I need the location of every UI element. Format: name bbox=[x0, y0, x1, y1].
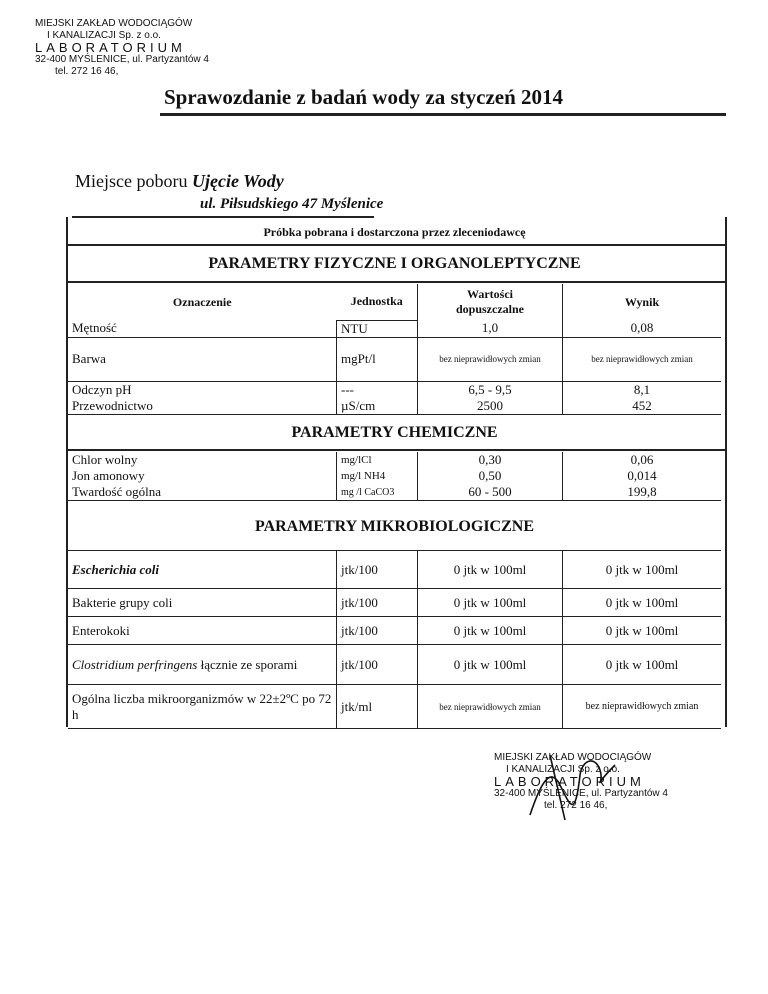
param-limit: 0 jtk w 100ml bbox=[418, 617, 563, 645]
param-name-rest: łącznie ze sporami bbox=[200, 656, 298, 672]
frame-rule bbox=[66, 449, 725, 451]
table-row bbox=[68, 468, 721, 484]
table-row bbox=[68, 398, 721, 415]
param-result: 0,06 bbox=[563, 452, 722, 468]
table-row bbox=[68, 685, 721, 729]
param-name-italic: Clostridium perfringens bbox=[72, 656, 198, 672]
param-unit: jtk/100 bbox=[337, 617, 418, 645]
param-limit: 2500 bbox=[418, 398, 563, 415]
col-limit-header-1: Wartości bbox=[467, 287, 513, 301]
sampling-label: Miejsce poboru bbox=[75, 171, 188, 191]
param-unit: jtk/100 bbox=[337, 589, 418, 617]
table-row bbox=[68, 337, 721, 381]
stamp-line-3: LABORATORIUM bbox=[494, 774, 645, 789]
param-unit: mgPt/l bbox=[337, 337, 418, 381]
table-row bbox=[68, 381, 721, 398]
param-limit: 0,30 bbox=[418, 452, 563, 468]
param-result: 452 bbox=[563, 398, 722, 415]
col-limit-header-2: dopuszczalne bbox=[455, 302, 524, 316]
param-unit: jtk/100 bbox=[337, 645, 418, 685]
frame-rule bbox=[66, 281, 725, 283]
section-chem-heading: PARAMETRY CHEMICZNE bbox=[291, 424, 498, 441]
phys-table bbox=[68, 284, 721, 415]
table-row bbox=[68, 484, 721, 501]
param-name: Escherichia coli bbox=[68, 551, 337, 589]
param-name: Bakterie grupy coli bbox=[68, 589, 337, 617]
param-name: Odczyn pH bbox=[72, 381, 132, 397]
table-row bbox=[68, 320, 721, 337]
sampling-place bbox=[75, 171, 284, 192]
param-result: 0 jtk w 100ml bbox=[563, 589, 722, 617]
header-line-5: tel. 272 16 46, bbox=[55, 66, 119, 77]
frame-rule bbox=[66, 244, 725, 246]
param-unit: NTU bbox=[337, 320, 418, 337]
stamp-line-5: tel. 272 16 46, bbox=[544, 800, 608, 811]
lab-header-stamp bbox=[35, 18, 209, 78]
param-limit: 0,50 bbox=[418, 468, 563, 484]
param-limit: bez nieprawidłowych zmian bbox=[418, 685, 563, 729]
table-row bbox=[68, 617, 721, 645]
micro-table bbox=[68, 550, 721, 729]
param-name: Ogólna liczba mikroorganizmów w 22±2ºC po 72 h bbox=[68, 685, 337, 729]
header-line-1: MIEJSKI ZAKŁAD WODOCIĄGÓW bbox=[35, 18, 193, 29]
param-name: Twardość ogólna bbox=[68, 484, 337, 501]
col-result-header: Wynik bbox=[563, 284, 722, 320]
param-limit: 0 jtk w 100ml bbox=[418, 551, 563, 589]
param-name: Chlor wolny bbox=[72, 452, 138, 467]
stamp-line-1: MIEJSKI ZAKŁAD WODOCIĄGÓW bbox=[494, 752, 652, 763]
section-micro-heading: PARAMETRY MIKROBIOLOGICZNE bbox=[254, 518, 534, 535]
param-limit: 0 jtk w 100ml bbox=[418, 645, 563, 685]
param-result: 0,08 bbox=[563, 320, 722, 337]
param-unit: µS/cm bbox=[337, 398, 418, 415]
param-unit: jtk/100 bbox=[337, 551, 418, 589]
param-name: Przewodnictwo bbox=[68, 398, 337, 415]
param-unit: mg/l NH4 bbox=[337, 468, 418, 484]
signature bbox=[520, 745, 630, 825]
param-limit: 0 jtk w 100ml bbox=[418, 589, 563, 617]
param-limit: bez nieprawidłowych zmian bbox=[418, 337, 563, 381]
param-unit: --- bbox=[337, 381, 418, 398]
param-result: 0,014 bbox=[563, 468, 722, 484]
param-limit: 6,5 - 9,5 bbox=[418, 381, 563, 398]
col-unit-header: Jednostka bbox=[350, 294, 403, 309]
report-title: Sprawozdanie z badań wody za styczeń 2014 bbox=[164, 85, 564, 109]
col-limit-header bbox=[418, 284, 563, 320]
table-row bbox=[68, 551, 721, 589]
param-name: Enterokoki bbox=[68, 617, 337, 645]
param-unit: jtk/ml bbox=[337, 685, 418, 729]
param-result: 0 jtk w 100ml bbox=[563, 645, 722, 685]
param-result: bez nieprawidłowych zmian bbox=[563, 685, 722, 729]
param-name: Barwa bbox=[68, 337, 337, 381]
stamp-line-4: 32-400 MYŚLENICE, ul. Partyzantów 4 bbox=[494, 788, 668, 799]
param-limit: 1,0 bbox=[418, 320, 563, 337]
param-result: 0 jtk w 100ml bbox=[563, 617, 722, 645]
sampling-address: ul. Piłsudskiego 47 Myślenice bbox=[200, 196, 384, 212]
param-limit: 60 - 500 bbox=[418, 484, 563, 501]
table-row bbox=[68, 645, 721, 685]
param-result: bez nieprawidłowych zmian bbox=[563, 337, 722, 381]
header-line-2: I KANALIZACJI Sp. z o.o. bbox=[47, 30, 161, 41]
param-result: 0 jtk w 100ml bbox=[563, 551, 722, 589]
stamp-line-2: I KANALIZACJI Sp. z o.o. bbox=[506, 764, 620, 775]
param-name: Jon amonowy bbox=[72, 468, 145, 483]
table-row bbox=[68, 589, 721, 617]
phys-table-header bbox=[68, 284, 721, 320]
header-line-4: 32-400 MYŚLENICE, ul. Partyzantów 4 bbox=[35, 54, 209, 65]
param-unit: mg /l CaCO3 bbox=[337, 484, 418, 501]
table-row bbox=[68, 452, 721, 468]
param-name bbox=[68, 645, 337, 685]
sampling-place-name: Ujęcie Wody bbox=[191, 171, 284, 191]
param-name: Mętność bbox=[68, 320, 337, 337]
header-line-3: LABORATORIUM bbox=[35, 40, 186, 55]
sample-note: Próbka pobrana i dostarczona przez zleceniodawcę bbox=[263, 225, 526, 239]
param-result: 199,8 bbox=[563, 484, 722, 501]
section-phys-heading: PARAMETRY FIZYCZNE I ORGANOLEPTYCZNE bbox=[208, 255, 581, 272]
col-name-header: Oznaczenie bbox=[172, 294, 232, 309]
title-rule bbox=[160, 113, 726, 116]
chem-table bbox=[68, 452, 721, 501]
param-unit: mg/lCl bbox=[337, 452, 418, 468]
param-result: 8,1 bbox=[563, 381, 722, 398]
